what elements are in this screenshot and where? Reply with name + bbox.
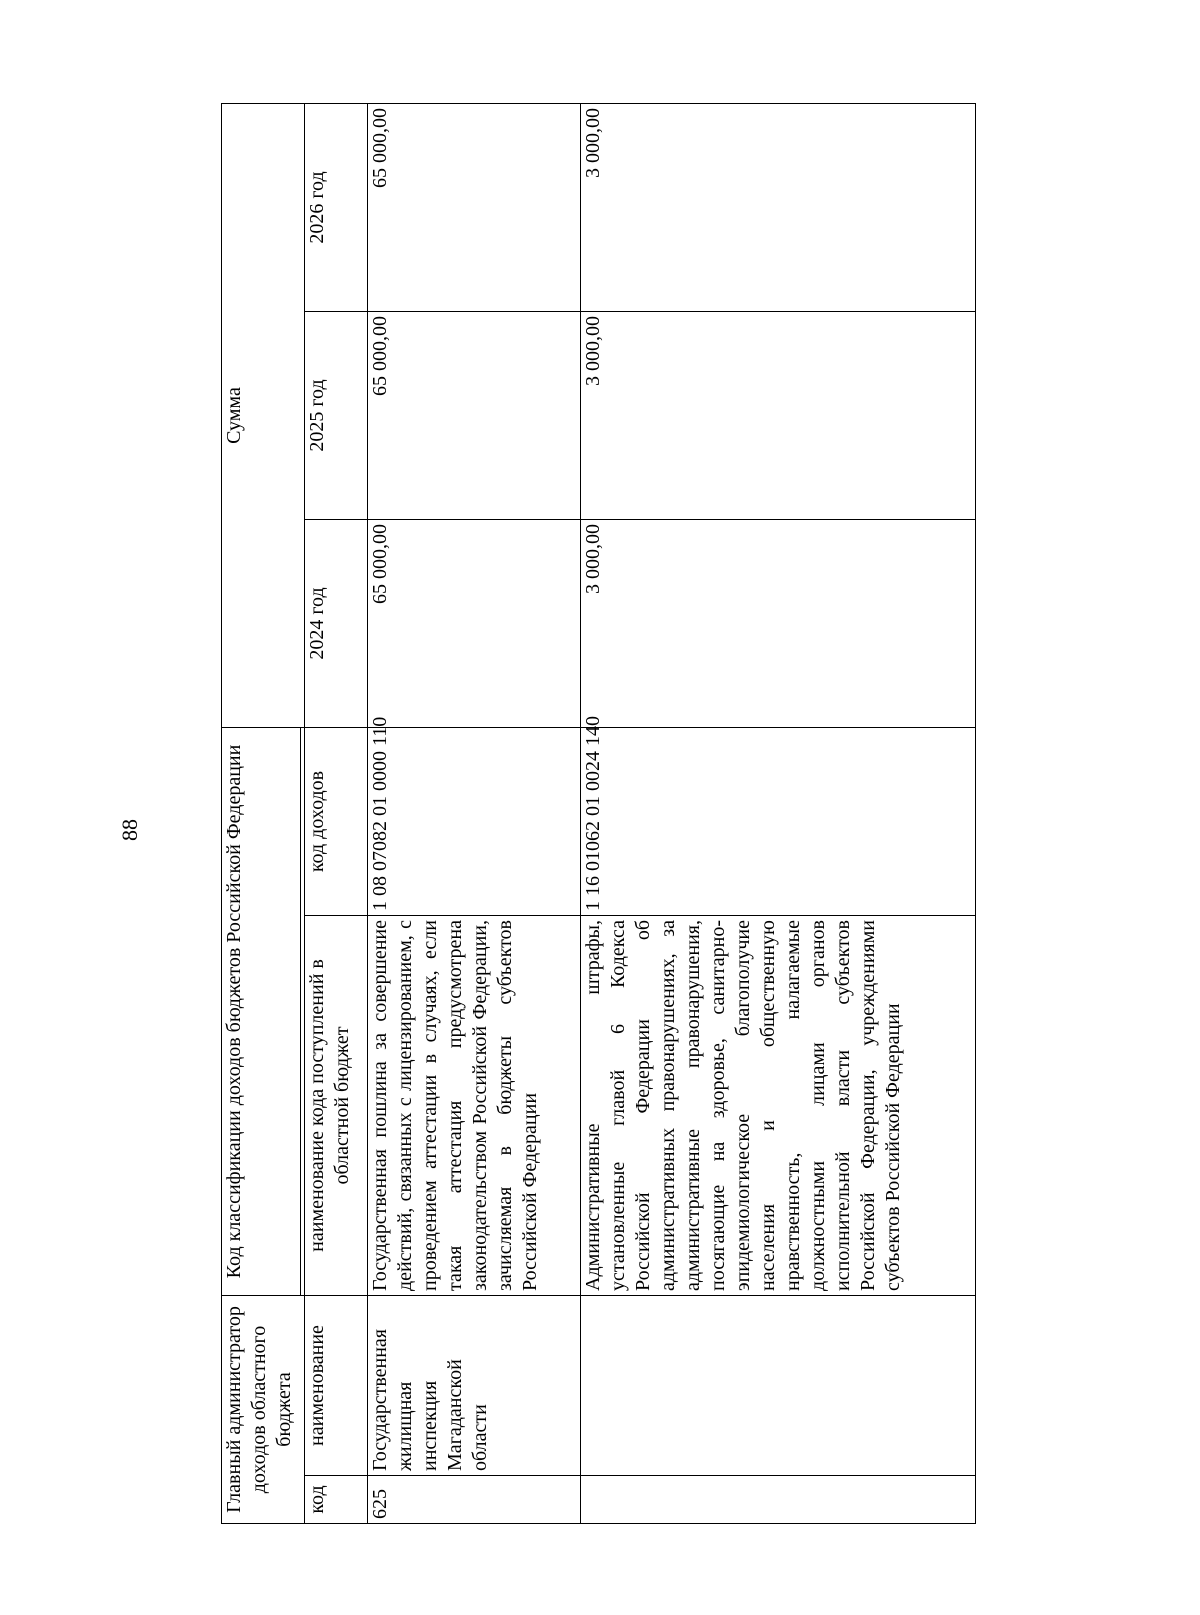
header-col-income-name: наименование кода поступлений в областной бюджет (305, 916, 367, 1296)
header-col-income-code: код доходов (305, 728, 367, 916)
budget-table-frame (221, 104, 976, 1524)
table-row (580, 103, 975, 1523)
header-sum-group: Сумма (222, 103, 305, 727)
header-row-groups (222, 103, 301, 1523)
row-income-name: Административные штрафы, установленные главой 6 Кодекса Российской Федерации об административных правонарушениях, за административные правонарушения, посягающие на здоровье, санитарно-эпидемиологическое благополучие населения и общественную нравственность, налагаемые должностными лицами органов исполнительной власти субъектов Российской Федерации, учреждениями субъектов Российской Федерации (580, 916, 975, 1296)
row-income-name: Государственная пошлина за совершение действий, связанных с лицензированием, с проведением аттестации в случаях, если такая аттестация предусмотрена законодательством Российской Федерации, зачисляемая в бюджеты субъектов Российской Федерации (367, 916, 580, 1296)
row-amount-2025: 3 000,00 (580, 312, 975, 520)
row-admin-name: Государственная жилищная инспекция Магаданской области (367, 1296, 580, 1476)
table-row (367, 103, 580, 1523)
row-amount-2024: 3 000,00 (580, 520, 975, 728)
header-col-2026: 2026 год (305, 103, 367, 311)
row-admin-code (580, 1476, 975, 1524)
row-amount-2024: 65 000,00 (367, 520, 580, 728)
page-number: 88 (117, 819, 142, 841)
row-amount-2026: 3 000,00 (580, 103, 975, 311)
row-income-code: 1 16 01062 01 0024 140 (580, 728, 975, 916)
header-row-columns (305, 103, 367, 1523)
header-col-code: код (305, 1476, 367, 1524)
header-classification-group: Код классификации доходов бюджетов Российской Федерации (222, 728, 301, 1296)
row-amount-2026: 65 000,00 (367, 103, 580, 311)
row-admin-name (580, 1296, 975, 1476)
header-col-name: наименование (305, 1296, 367, 1476)
header-admin-group: Главный администратор доходов областного бюджета (222, 1296, 305, 1524)
income-classification-table (221, 103, 976, 1524)
header-col-2024: 2024 год (305, 520, 367, 728)
row-admin-code: 625 (367, 1476, 580, 1524)
row-income-code: 1 08 07082 01 0000 110 (367, 728, 580, 916)
header-col-2025: 2025 год (305, 312, 367, 520)
row-amount-2025: 65 000,00 (367, 312, 580, 520)
